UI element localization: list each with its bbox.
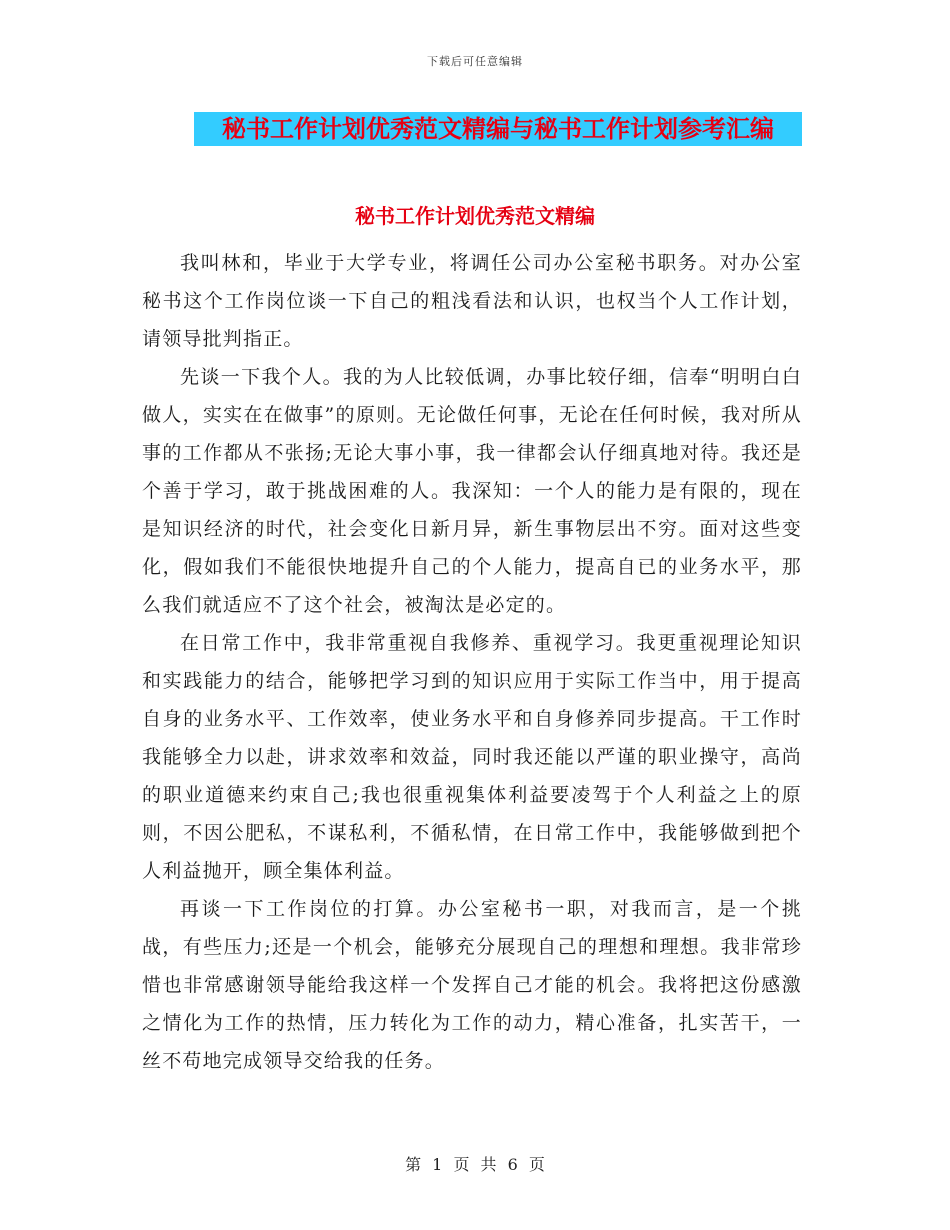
paragraph: 再谈一下工作岗位的打算。办公室秘书一职，对我而言，是一个挑战，有些压力;还是一个机会，能够充分展现自己的理想和理想。我非常珍惜也非常感谢领导能给我这样一个发挥自己才能的机会。我将把这份感激之情化为工作的热情，压力转化为工作的动力，精心准备，扎实苦干，一丝不苟地完成领导交给我的任务。 <box>142 898 802 1072</box>
paragraph: 先谈一下我个人。我的为人比较低调，办事比较仔细，信奉“明明白白做人，实实在在做事”的原则。无论做任何事，无论在任何时候，我对所从事的工作都从不张扬;无论大事小事，我一律都会认仔细真地对待。我还是个善于学习，敢于挑战困难的人。我深知：一个人的能力是有限的，现在是知识经济的时代，社会变化日新月异，新生事物层出不穷。面对这些变化，假如我们不能很快地提升自己的个人能力，提高自已的业务水平，那么我们就适应不了这个社会，被淘汰是必定的。 <box>142 366 802 616</box>
paragraph: 我叫林和，毕业于大学专业，将调任公司办公室秘书职务。对办公室秘书这个工作岗位谈一下自己的粗浅看法和认识，也权当个人工作计划，请领导批判指正。 <box>142 252 802 350</box>
page-number-footer: 第 1 页 共 6 页 <box>405 1155 545 1174</box>
title-highlight <box>194 112 802 146</box>
page-header-note: 下载后可任意编辑 <box>427 55 523 68</box>
document-title: 秘书工作计划优秀范文精编与秘书工作计划参考汇编 <box>222 114 774 143</box>
paragraph: 在日常工作中，我非常重视自我修养、重视学习。我更重视理论知识和实践能力的结合，能够把学习到的知识应用于实际工作当中，用于提高自身的业务水平、工作效率，使业务水平和自身修养同步提高。干工作时我能够全力以赴，讲求效率和效益，同时我还能以严谨的职业操守，高尚的职业道德来约束自己;我也很重视集体利益要凌驾于个人利益之上的原则，不因公肥私，不谋私利，不循私情，在日常工作中，我能够做到把个人利益抛开，顾全集体利益。 <box>142 632 802 882</box>
section-title: 秘书工作计划优秀范文精编 <box>355 204 595 228</box>
document-body <box>142 244 802 1080</box>
